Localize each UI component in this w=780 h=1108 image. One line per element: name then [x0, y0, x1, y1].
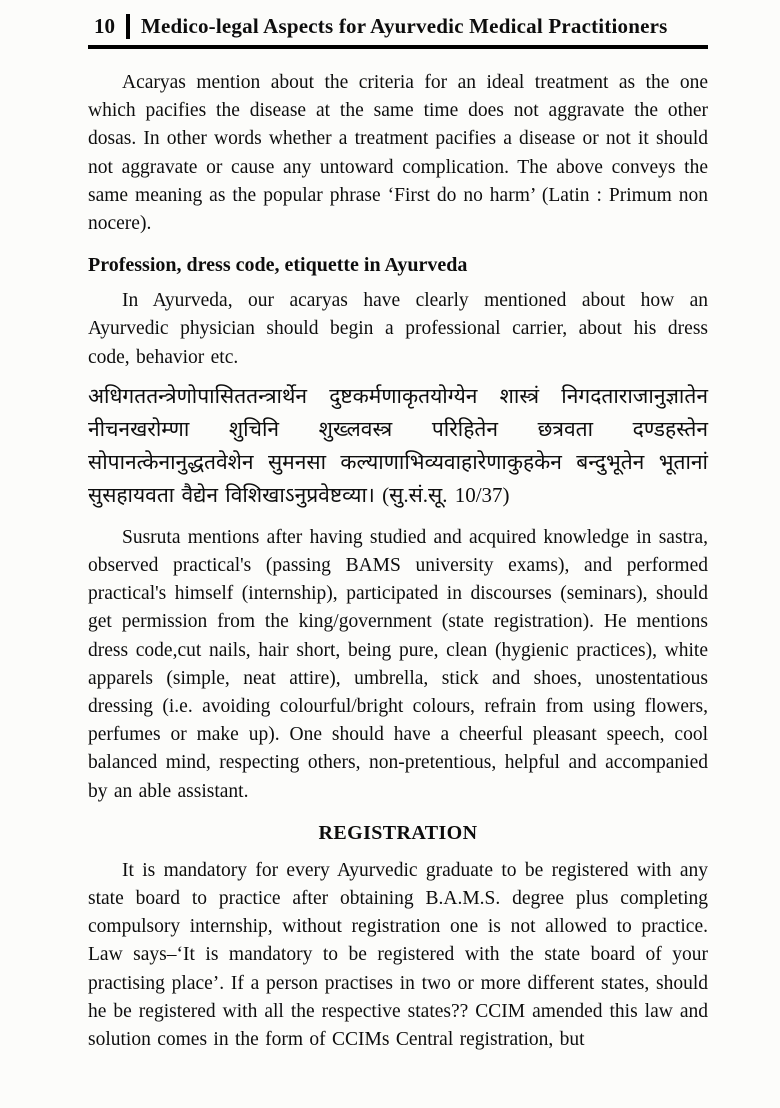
sanskrit-verse-block	[88, 380, 708, 512]
verse-reference: (सु.सं.सू. 10/37)	[382, 482, 510, 507]
header-divider	[126, 14, 130, 39]
sanskrit-verse-text: अधिगततन्त्रेणोपासिततन्त्रार्थेन दुष्टकर्मणाकृतयोग्येन शास्त्रं निगदताराजानुज्ञातेन नीचनखरोम्णा शुचिनि शुख्लवस्त्र परिहितेन छत्रवता दण्डहस्तेन सोपानत्केनानुद्धतवेशेन सुमनसा कल्याणाभिव्यवाहारेणाकुहकेन बन्दुभूतेन भूतानां सुसहायवता वैद्येन विशिखाऽनुप्रवेष्टव्या।	[88, 383, 708, 507]
section-heading-registration: REGISTRATION	[318, 821, 478, 844]
section-heading-profession: Profession, dress code, etiquette in Ayurveda	[88, 254, 468, 277]
paragraph-ayurveda-intro: In Ayurveda, our acaryas have clearly mentioned about how an Ayurvedic physician should begin a professional carrier, about his dress code, behavior etc.	[88, 290, 708, 368]
book-title: Medico-legal Aspects for Ayurvedic Medical Practitioners	[141, 14, 668, 38]
paragraph-susruta-explanation: Susruta mentions after having studied and acquired knowledge in sastra, observed practical's (passing BAMS university exams), and performed practical's himself (internship), participated in discourses (seminars), should get permission from the king/government (state registration). He mentions dress code,cut nails, hair short, being pure, clean (hygienic practices), white apparels (simple, neat attire), umbrella, stick and shoes, unostentatious dressing (i.e. avoiding colourful/bright colours, refrain from using flowers, perfumes or make up). One should have a cheerful pleasant speech, cool balanced mind, respecting others, non-pretentious, helpful and accompanied by an able assistant.	[88, 526, 708, 802]
paragraph-registration: It is mandatory for every Ayurvedic graduate to be registered with any state board to practice after obtaining B.A.M.S. degree plus completing compulsory internship, without registration one is not allowed to practice. Law says–‘It is mandatory to be registered with the state board of your practising place’. If a person practises in two or more different states, should he be registered with all the respective states?? CCIM amended this law and solution comes in the form of CCIMs Central registration, but	[88, 859, 708, 1051]
page-header	[88, 12, 708, 44]
page-number: 10	[94, 14, 115, 38]
paragraph-ideal-treatment: Acaryas mention about the criteria for an ideal treatment as the one which pacifies the disease at the same time does not aggravate the other dosas. In other words whether a treatment pacifies a disease or not it should not aggravate or cause any untoward complication. The above conveys the same meaning as the popular phrase ‘First do no harm’ (Latin : Primum non nocere).	[88, 72, 708, 235]
page-body	[88, 69, 708, 1054]
header-rule	[88, 45, 708, 49]
